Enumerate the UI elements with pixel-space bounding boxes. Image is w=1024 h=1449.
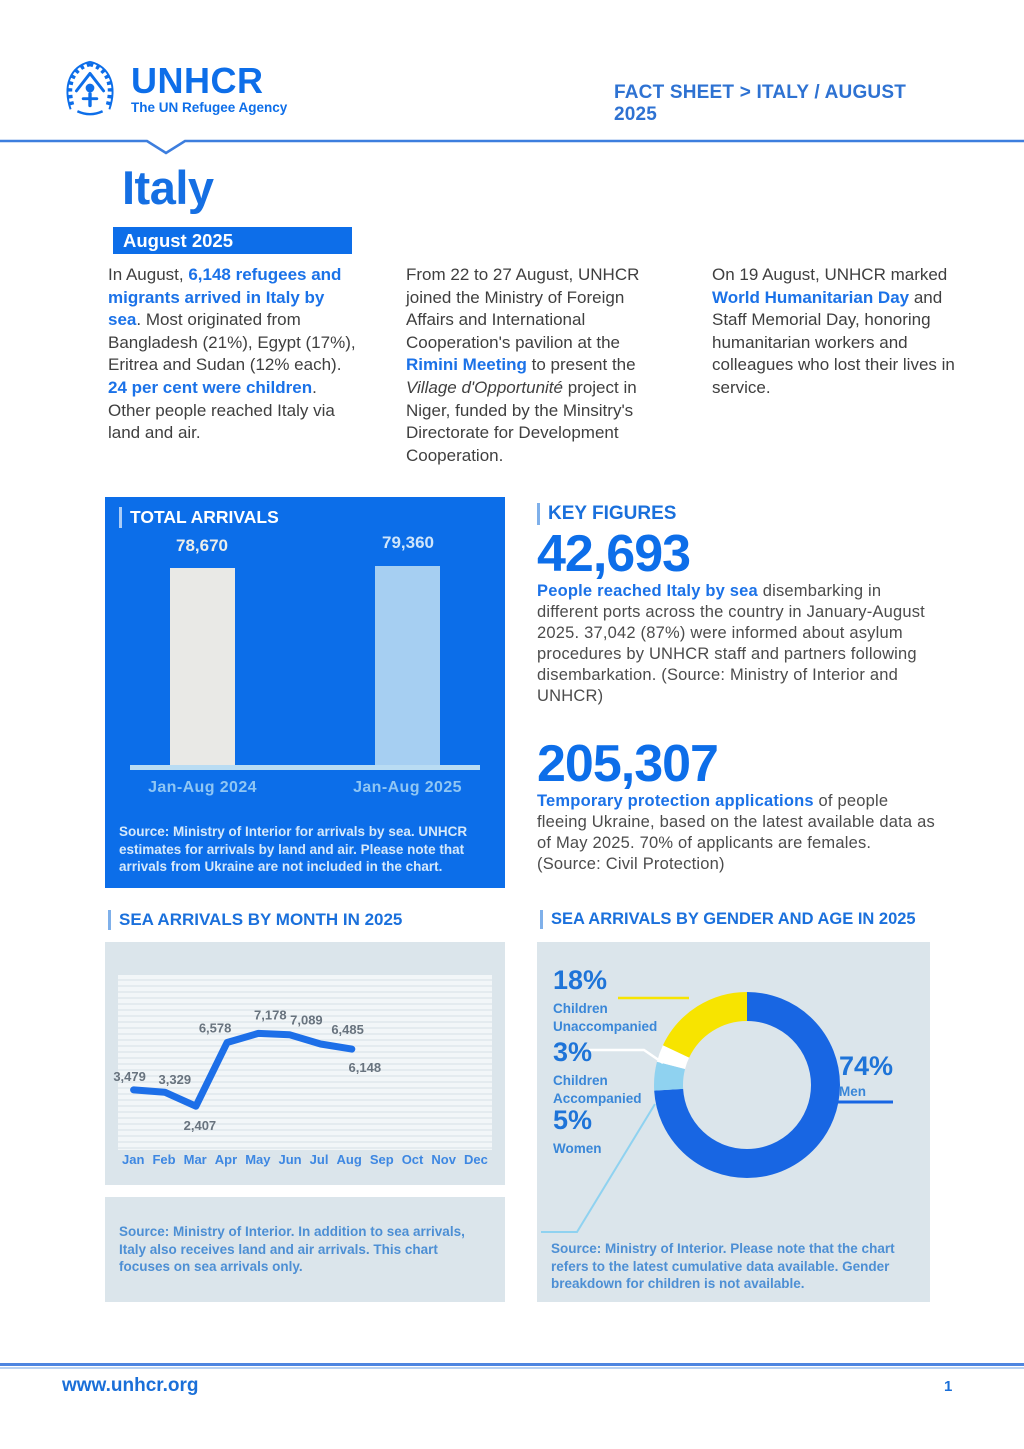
total-arrivals-title: TOTAL ARRIVALS	[119, 507, 279, 528]
monthly-arrivals-title: SEA ARRIVALS BY MONTH IN 2025	[108, 910, 402, 930]
total-arrivals-panel	[105, 497, 505, 888]
svg-text:7,178: 7,178	[254, 1007, 287, 1023]
pct-children-accompanied: 3%	[553, 1037, 593, 1067]
bar-category-2025: Jan-Aug 2025	[353, 779, 462, 796]
intro-paragraph-arrivals: In August, 6,148 refugees and migrants arrived in Italy by sea. Most originated from Bangladesh (21%), Egypt (17%), Eritrea and Sudan (12% each). 24 per cent were children. Other people reached Italy via land and air.	[108, 265, 356, 443]
intro-columns	[108, 264, 964, 467]
bar-2024	[170, 568, 235, 765]
bar-category-2024: Jan-Aug 2024	[148, 779, 257, 796]
month-label: May	[245, 1152, 271, 1167]
month-label: Sep	[369, 1152, 394, 1167]
period-badge: August 2025	[113, 227, 352, 254]
monthly-arrivals-source: Source: Ministry of Interior. In addition to sea arrivals, Italy also receives land and air arrivals. This chart focuses on sea arrivals only.	[119, 1224, 465, 1275]
month-label: Dec	[463, 1152, 488, 1167]
month-label: Apr	[214, 1152, 238, 1167]
unhcr-website-link[interactable]: www.unhcr.org	[62, 1375, 199, 1396]
svg-text:6,485: 6,485	[331, 1022, 364, 1037]
label-women: Women	[553, 1141, 602, 1156]
pct-women: 5%	[553, 1105, 593, 1135]
key-figures-header: KEY FIGURES	[537, 503, 676, 525]
bar-value-2024: 78,670	[176, 536, 228, 555]
month-label: Jan	[122, 1152, 145, 1167]
month-label: Jul	[309, 1152, 329, 1167]
svg-text:7,089: 7,089	[290, 1012, 323, 1028]
page-number: 1	[944, 1378, 953, 1395]
svg-text:3,329: 3,329	[158, 1072, 192, 1088]
svg-text:6,578: 6,578	[198, 1020, 232, 1036]
key-figure-rest: disembarking in different ports across the country in January-August 2025. 37,042 (87%) were informed about asylum procedures by UNHCR staff and partners following disembarkation. (Source: Ministry of Interior and UNHCR)	[537, 582, 925, 705]
gender-age-title: SEA ARRIVALS BY GENDER AND AGE IN 2025	[540, 910, 916, 929]
key-figure-lead: Temporary protection applications	[537, 792, 814, 810]
pct-children-unaccompanied: 18%	[553, 965, 608, 995]
month-label: Feb	[152, 1152, 176, 1167]
donut-chart	[654, 992, 840, 1178]
page-title: Italy	[122, 161, 214, 214]
label-men: Men	[839, 1084, 866, 1099]
fact-sheet-label: FACT SHEET > ITALY / AUGUST 2025	[614, 82, 907, 125]
key-figure-temporary-protection-text	[537, 791, 939, 875]
label-children-unaccompanied: Children Unaccompanied	[553, 1001, 658, 1034]
line-chart-plot	[113, 975, 492, 1150]
total-arrivals-source: Source: Ministry of Interior for arrivals by sea. UNHCR estimates for arrivals by land and air. Please note that arrivals from Ukraine are not included in the chart.	[119, 824, 468, 874]
footer-rule	[0, 1363, 1024, 1366]
key-figure-temporary-protection: 205,307	[537, 735, 718, 793]
monthly-arrivals-source-box	[105, 1197, 505, 1302]
month-label: Nov	[431, 1152, 456, 1167]
footer-rule-light	[0, 1367, 1024, 1369]
key-figure-lead: People reached Italy by sea	[537, 582, 758, 600]
month-label: Jun	[278, 1152, 302, 1167]
month-label: Oct	[401, 1152, 424, 1167]
key-figure-sea-arrivals: 42,693	[537, 525, 691, 583]
svg-text:6,148: 6,148	[348, 1060, 382, 1076]
key-figure-sea-arrivals-text	[537, 581, 939, 707]
svg-text:2,407: 2,407	[183, 1118, 217, 1134]
unhcr-logo	[58, 58, 287, 118]
month-label: Mar	[183, 1152, 207, 1167]
intro-paragraph-humanitarian-day: On 19 August, UNHCR marked World Humanitarian Day and Staff Memorial Day, honoring humanitarian workers and colleagues who lost their lives in service.	[712, 265, 955, 397]
pct-men: 74%	[839, 1051, 894, 1081]
month-label: Aug	[336, 1152, 362, 1167]
logo-tagline: The UN Refugee Agency	[131, 100, 288, 115]
logo-text	[131, 58, 287, 115]
header-rule	[0, 138, 1024, 158]
monthly-arrivals-panel	[105, 942, 505, 1185]
logo-wordmark: UNHCR	[131, 60, 264, 101]
gender-age-source: Source: Ministry of Interior. Please note that the chart refers to the latest cumulative data available. Gender breakdown for children is not available.	[551, 1241, 895, 1291]
intro-paragraph-rimini: From 22 to 27 August, UNHCR joined the Ministry of Foreign Affairs and International Cooperation's pavilion at the Rimini Meeting to present the Village d'Opportunité project in Niger, funded by the Minsitry's Directorate for Development Cooperation.	[406, 265, 640, 465]
bar-2025	[375, 566, 440, 765]
bar-value-2025: 79,360	[382, 533, 434, 552]
label-children-accompanied: Children Accompanied	[553, 1073, 642, 1106]
month-axis	[118, 1152, 492, 1167]
gender-age-panel	[537, 942, 930, 1302]
unhcr-emblem-icon	[58, 58, 122, 118]
svg-text:3,479: 3,479	[113, 1068, 146, 1084]
bar-axis-baseline	[130, 765, 480, 770]
key-figure-rest: of people fleeing Ukraine, based on the latest available data as of May 2025. 70% of applicants are females. (Source: Civil Protection)	[537, 792, 935, 873]
